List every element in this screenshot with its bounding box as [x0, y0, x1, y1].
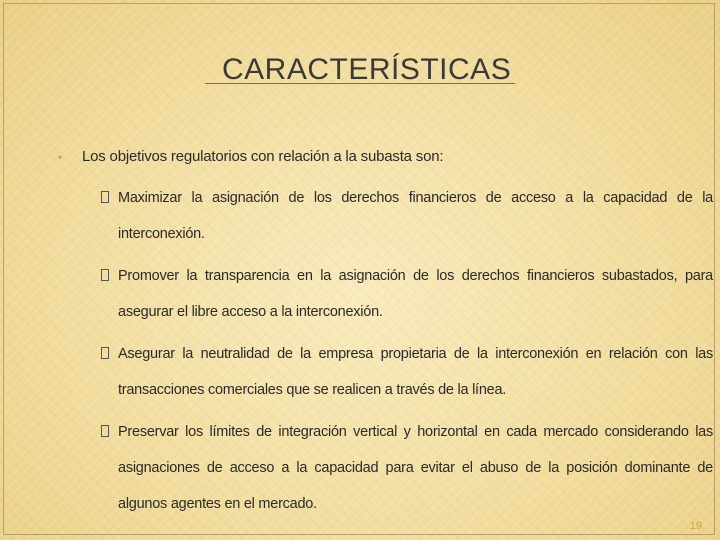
slide-content: [58, 144, 713, 528]
objective-text: Asegurar la neutralidad de la empresa propietaria de la interconexión en relación con las transacciones comerciales que se realicen a través de la línea.: [118, 346, 713, 398]
intro-row: [58, 144, 713, 170]
title-underline: [205, 83, 515, 84]
checkbox-bullet-icon: [101, 347, 109, 359]
checkbox-bullet-icon: [101, 425, 109, 437]
checkbox-bullet-icon: [101, 269, 109, 281]
objective-text: Maximizar la asignación de los derechos financieros de acceso a la capacidad de la interconexión.: [118, 190, 713, 242]
checkbox-bullet-icon: [101, 191, 109, 203]
page-number: 19: [689, 520, 702, 532]
objectives-list: [58, 180, 713, 522]
slide-title: CARACTERÍSTICAS: [222, 53, 512, 86]
objective-text: Promover la transparencia en la asignación de los derechos financieros subastados, para asegurar el libre acceso a la interconexión.: [118, 268, 713, 320]
objective-item: [58, 336, 713, 408]
objective-item: [58, 180, 713, 252]
intro-text: Los objetivos regulatorios con relación a la subasta son:: [82, 148, 444, 165]
bullet-icon: ◦: [58, 150, 63, 164]
objective-item: [58, 414, 713, 522]
objective-item: [58, 258, 713, 330]
objective-text: Preservar los límites de integración vertical y horizontal en cada mercado considerando las asignaciones de acceso a la capacidad para evitar el abuso de la posición dominante de algunos agentes en el mercado.: [118, 424, 713, 512]
